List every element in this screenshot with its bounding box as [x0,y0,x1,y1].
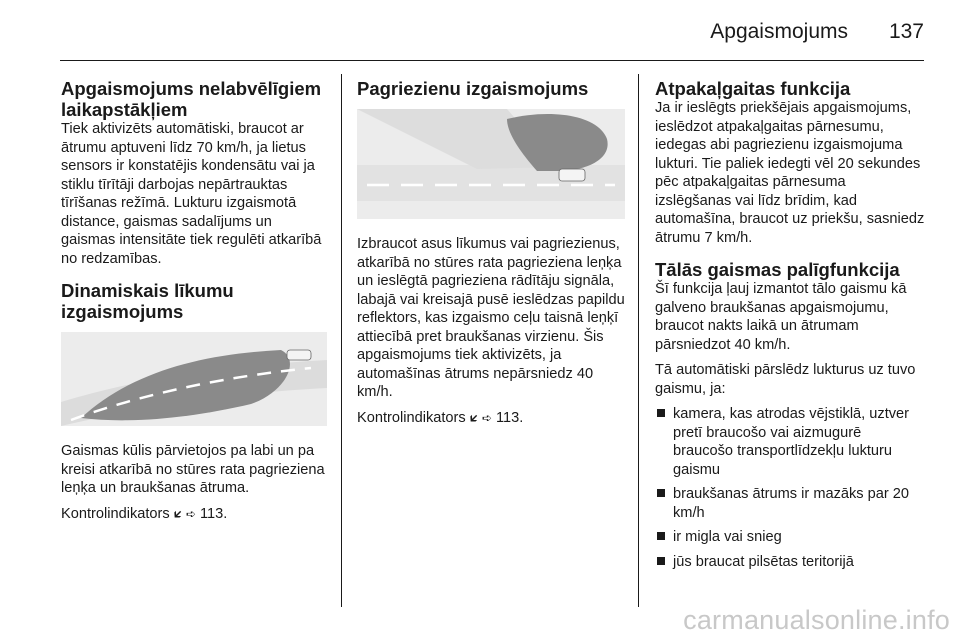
cornering-light-illustration [357,109,625,219]
page-number: 137 [888,20,924,43]
section-body-cornering-light: Izbraucot asus līkumus vai pagriezienus, atkarībā no stūres rata pagrieziena leņķa un ieslēgtā pagrieziena rādītāju signāla, labajā vai kreisajā pusē ieslēdzas papildu reflektors, kas izgaismo ceļu taisnā leņķī attiecībā pret braukšanas virzienu. Šis apgaismojums tiek aktivizēts, ja automašīnas ātrums nepārsniedz 40 km/h. [357,236,625,400]
indicator-reference-1 [61,505,327,524]
column-3 [655,78,925,577]
list-item: ir migla vai snieg [655,528,925,547]
car-shape [559,169,585,181]
bullet-square-icon [657,557,665,565]
section-heading-cornering-light: Pagriezienu izgaismojums [357,78,589,99]
bullet-square-icon [657,409,665,417]
column-divider-1 [341,74,342,607]
cornering-light-indicator-icon: 🡷 [469,410,478,425]
section-body-high-beam-assist-1: Šī funkcija ļauj izmantot tālo gaismu kā galveno braukšanas apgaismojumu, braucot nakts laikā un ātrumam pārsniedzot 40 km/h. [655,281,907,353]
bullet-square-icon [657,532,665,540]
section-heading-adverse-weather: Apgaismojums nelabvēlīgiem laikapstākļiem [61,78,322,120]
list-item: braukšanas ātrums ir mazāks par 20 km/h [655,485,925,522]
header-divider [60,60,924,61]
column-1 [61,78,327,530]
section-heading-reverse-function: Atpakaļgaitas funkcija [655,78,851,99]
section-body-dynamic-curve: Gaismas kūlis pārvietojos pa labi un pa kreisi atkarībā no stūres rata pagrieziena leņķa un braukšanas ātruma. [61,443,325,496]
section-heading-dynamic-curve: Dinamiskais līkumu izgaismojums [61,280,234,322]
dynamic-curve-illustration [61,332,327,426]
list-item: kamera, kas atrodas vējstiklā, uztver pretī braucošo vai aizmugurē braucošo transportlīdzekļu lukturu gaismu [655,405,925,479]
column-divider-2 [638,74,639,607]
page-reference[interactable]: 113. [495,409,524,426]
page-title: Apgaismojums [710,20,848,43]
section-body-high-beam-assist-2: Tā automātiski pārslēdz lukturus uz tuvo gaismu, ja: [655,362,916,397]
page-reference-arrow-icon: ➪ [481,410,492,425]
list-item: jūs braucat pilsētas teritorijā [655,553,925,572]
page-reference-arrow-icon: ➪ [185,506,196,521]
section-body-reverse-function: Ja ir ieslēgts priekšējais apgaismojums, ieslēdzot atpakaļgaitas pārnesumu, iedegas abi pagriezienu izgaismojuma lukturi. Tie paliek iedegti vēl 20 sekundes pēc atpakaļgaitas pārnesuma izslēgšanas vai līdz brīdim, kad automašīna, braucot uz priekšu, sasniedz ātrumu 7 km/h. [655,100,925,246]
indicator-label: Kontrolindikators [357,409,466,426]
section-heading-high-beam-assist: Tālās gaismas palīgfunkcija [655,259,900,280]
watermark: carmanualsonline.info [683,605,950,635]
column-2 [357,78,625,434]
page-reference[interactable]: 113. [199,505,228,522]
indicator-label: Kontrolindikators [61,505,170,522]
car-shape [287,350,311,360]
indicator-reference-2 [357,409,625,428]
bullet-list [655,405,925,571]
page-header [0,0,960,60]
section-body-adverse-weather: Tiek aktivizēts automātiski, braucot ar ātrumu aptuveni līdz 70 km/h, ja lietus sensors ir konstatējis kondensātu vai ja stiklu tīrītāji darbojas nepārtrauktas tīrīšanas režīmā. Lukturu izgaismotā distance, gaismas sadalījums un gaismas intensitāte tiek regulēti atkarībā no redzamības. [61,121,322,267]
cornering-light-indicator-icon: 🡷 [173,506,182,521]
bullet-square-icon [657,489,665,497]
